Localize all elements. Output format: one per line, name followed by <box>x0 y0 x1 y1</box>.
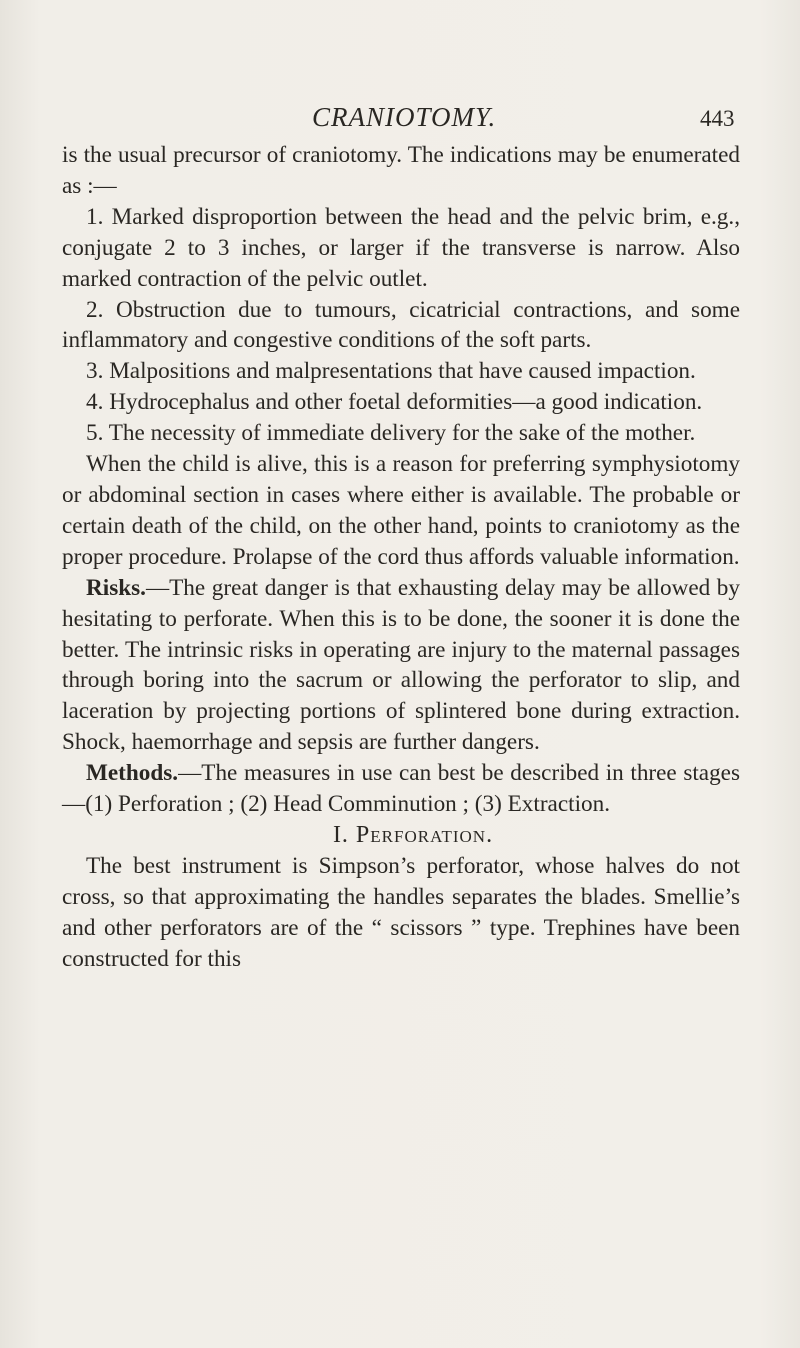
running-title: CRANIOTOMY. <box>312 102 497 132</box>
indication-3 <box>62 356 740 387</box>
body-text <box>62 140 740 974</box>
indication-4 <box>62 387 740 418</box>
page-header <box>0 96 800 136</box>
paragraph-text: When the child is alive, this is a reason for preferring symphysiotomy or abdominal section in cases where either is available. The probable or certain death of the child, on the other hand, points to craniotomy as the proper procedure. Prolapse of the cord thus affords valuable information. <box>62 451 740 570</box>
paragraph-text: —The great danger is that exhausting delay may be allowed by hesitating to perforate. When this is to be done, the sooner it is done the better. The intrinsic risks in operating are injury to the maternal passages through boring into the sacrum or allowing the perforator to slip, and laceration by projecting portions of splintered bone during extraction. Shock, haemorrhage and sepsis are further dangers. <box>62 574 740 756</box>
section-heading: I. Perforation. <box>332 821 494 848</box>
paragraph-text: The best instrument is Simpson’s perforator, whose halves do not cross, so that approximating the handles separates the blades. Smellie’s and other perforators are of the “ scissors ” type. Trephines have been constructed for this <box>62 852 740 972</box>
risks-lead: Risks. <box>86 574 146 601</box>
paragraph <box>62 140 740 202</box>
indication-1 <box>62 202 740 295</box>
indication-2 <box>62 295 740 357</box>
paragraph-text: 1. Marked disproportion between the head and the pelvic brim, e.g., conjugate 2 to 3 inches, or larger if the transverse is narrow. Also marked contraction of the pelvic outlet. <box>62 203 740 292</box>
indication-5 <box>62 418 740 449</box>
paragraph-text: 4. Hydrocephalus and other foetal deformities—a good indication. <box>86 389 703 416</box>
methods-paragraph <box>62 758 740 820</box>
paragraph-text: —The measures in use can best be described in three stages—(1) Perforation ; (2) Head Comminution ; (3) Extraction. <box>62 760 740 818</box>
paragraph <box>62 449 740 573</box>
page-number: 443 <box>700 106 735 131</box>
paragraph-text: is the usual precursor of craniotomy. The indications may be enumerated as :— <box>62 142 740 199</box>
paragraph-text: 5. The necessity of immediate delivery for the sake of the mother. <box>86 420 696 447</box>
risks-paragraph <box>62 573 740 758</box>
paragraph-text: 3. Malpositions and malpresentations that have caused impaction. <box>86 358 696 385</box>
paragraph-text: 2. Obstruction due to tumours, cicatricial contractions, and some inflammatory and congestive conditions of the soft parts. <box>62 296 740 354</box>
methods-lead: Methods. <box>86 760 179 787</box>
paragraph <box>62 851 740 975</box>
